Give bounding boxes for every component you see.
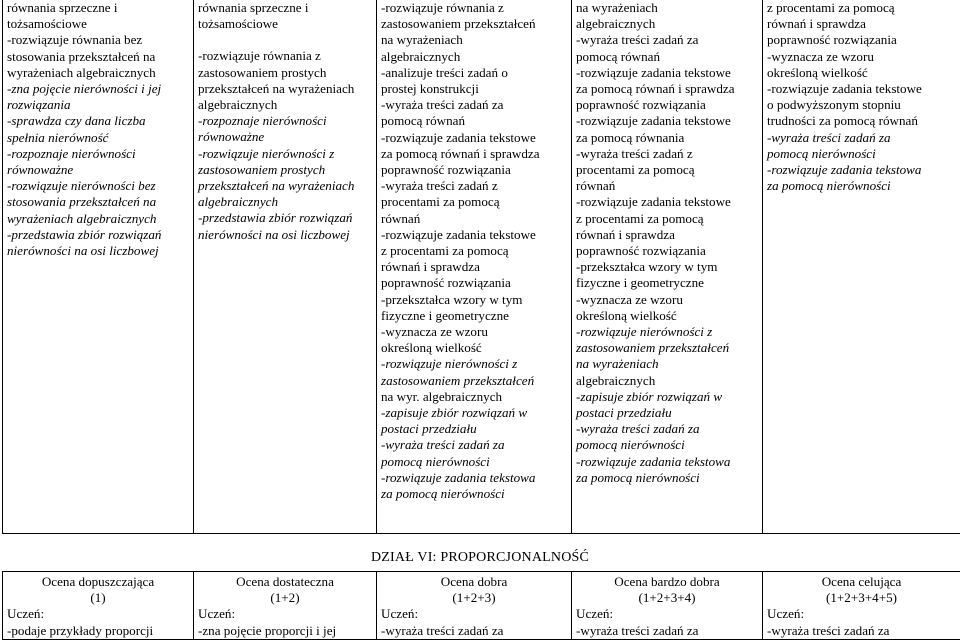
requirement-line: rozwiązania	[7, 97, 71, 113]
first-requirement: -wyraża treści zadań za	[381, 622, 504, 638]
requirement-line: -rozwiązuje nierówności z	[576, 324, 713, 340]
requirement-line: określoną wielkość	[576, 307, 677, 323]
requirement-line: -rozwiązuje zadania tekstowa	[767, 162, 922, 178]
requirement-line: równoważne	[198, 129, 265, 145]
requirement-line: poprawność rozwiązania	[381, 162, 511, 178]
grade-number: (1+2)	[270, 590, 300, 606]
grade-number: (1+2+3)	[452, 590, 496, 606]
requirement-line: na wyr. algebraicznych	[381, 388, 503, 404]
requirement-line: -sprawdza czy dana liczba	[7, 113, 146, 129]
first-requirement: -podaje przykłady proporcji	[7, 622, 154, 638]
requirement-line: równań i sprawdza	[767, 16, 866, 32]
requirement-line: -rozwiązuje nierówności bez	[7, 178, 156, 194]
requirement-line: poprawność rozwiązania	[767, 32, 897, 48]
requirement-line: procentami za pomocą	[381, 194, 500, 210]
student-label: Uczeń:	[576, 606, 614, 622]
requirement-line: -rozwiązuje zadania tekstowe	[576, 64, 731, 80]
requirement-line: pomocą równań	[576, 48, 660, 64]
requirement-line: przekształceń na wyrażeniach	[198, 80, 355, 96]
requirement-line: na wyrażeniach	[576, 356, 659, 372]
grade-5-requirements	[763, 0, 960, 534]
requirement-line: zastosowaniem przekształceń	[381, 372, 535, 388]
requirement-line: zastosowaniem prostych	[198, 161, 326, 177]
requirement-line: -rozwiązuje zadania tekstowe	[576, 194, 731, 210]
requirement-line: algebraicznych	[381, 48, 461, 64]
requirement-line: -zna pojęcie nierówności i jej	[7, 81, 162, 97]
requirement-line: równań i sprawdza	[381, 259, 480, 275]
requirement-line: algebraicznych	[198, 194, 278, 210]
requirement-line: -przedstawia zbiór rozwiązań	[198, 210, 353, 226]
grade-1-requirements	[3, 0, 194, 534]
requirement-line: -wyznacza ze wzoru	[576, 291, 683, 307]
student-label: Uczeń:	[767, 606, 805, 622]
requirement-line: -przedstawia zbiór rozwiązań	[7, 226, 162, 242]
requirement-line: pomocą nierówności	[767, 145, 876, 161]
student-label: Uczeń:	[7, 606, 45, 622]
requirement-line: poprawność rozwiązania	[576, 243, 706, 259]
requirement-line: -wyraża treści zadań za	[576, 32, 699, 48]
requirement-line: -rozwiązuje zadania tekstowe	[381, 129, 536, 145]
grade-header-5	[763, 572, 960, 640]
requirement-line: -wyznacza ze wzoru	[381, 324, 488, 340]
requirement-line: -wyznacza ze wzoru	[767, 48, 874, 64]
requirement-line: -rozwiązuje zadania tekstowe	[576, 113, 731, 129]
requirement-line: -rozwiązuje równania z	[198, 48, 321, 64]
requirement-line: -rozpoznaje nierówności	[198, 113, 327, 129]
grade-number: (1+2+3+4)	[638, 590, 696, 606]
requirement-line: stosowania przekształceń na	[7, 48, 156, 64]
requirement-line: zastosowaniem przekształceń	[381, 16, 536, 32]
requirement-line: fizyczne i geometryczne	[576, 275, 704, 291]
first-requirement: -zna pojęcie proporcji i jej	[198, 622, 337, 638]
requirement-line: z procentami za pomocą	[381, 243, 509, 259]
requirement-line: nierówności na osi liczbowej	[198, 226, 350, 242]
requirement-line: równań	[381, 210, 421, 226]
grade-name: Ocena celująca	[821, 574, 902, 589]
requirement-line: -przekształca wzory w tym	[576, 259, 718, 275]
grade-name: Ocena bardzo dobra	[614, 574, 720, 589]
requirement-line: procentami za pomocą	[576, 162, 695, 178]
grade-2-requirements	[194, 0, 377, 534]
requirement-line: -wyraża treści zadań z	[381, 178, 498, 194]
requirement-line: -rozpoznaje nierówności	[7, 145, 136, 161]
blank-line	[198, 32, 372, 48]
requirement-line: z procentami za pomocą	[767, 0, 895, 15]
requirement-line: za pomocą nierówności	[381, 486, 505, 502]
requirement-line: tożsamościowe	[198, 16, 278, 32]
requirement-line: na wyrażeniach	[381, 32, 463, 48]
requirement-line: postaci przedziału	[381, 421, 477, 437]
requirement-line: -wyraża treści zadań za	[381, 97, 504, 113]
requirement-line: poprawność rozwiązania	[576, 97, 706, 113]
requirement-line: równania sprzeczne i	[198, 0, 309, 15]
table-row	[3, 572, 960, 640]
requirement-line: tożsamościowe	[7, 16, 87, 32]
requirement-line: prostej konstrukcji	[381, 81, 479, 97]
requirement-line: pomocą nierówności	[381, 453, 490, 469]
requirement-line: pomocą nierówności	[576, 437, 685, 453]
requirement-line: określoną wielkość	[381, 340, 482, 356]
requirement-line: zastosowaniem prostych	[198, 64, 327, 80]
grade-header-1	[3, 572, 194, 640]
requirement-line: wyrażeniach algebraicznych	[7, 210, 157, 226]
requirement-line: za pomocą równań i sprawdza	[576, 81, 735, 97]
requirement-line: algebraicznych	[576, 16, 656, 32]
student-label: Uczeń:	[198, 606, 236, 622]
requirement-line: za pomocą nierówności	[576, 469, 700, 485]
requirement-line: pomocą równań	[381, 113, 465, 129]
requirement-line: -zapisuje zbiór rozwiązań w	[381, 405, 528, 421]
requirement-line: określoną wielkość	[767, 64, 868, 80]
grade-header-2	[194, 572, 377, 640]
requirement-line: równań i sprawdza	[576, 226, 675, 242]
requirement-line: z procentami za pomocą	[576, 210, 704, 226]
requirement-line: -rozwiązuje zadania tekstowe	[381, 226, 536, 242]
requirement-line: stosowania przekształceń na	[7, 194, 157, 210]
requirement-line: -wyraża treści zadań za	[767, 129, 891, 145]
requirement-line: za pomocą równania	[576, 129, 685, 145]
grade-name: Ocena dopuszczająca	[41, 574, 155, 589]
requirement-line: o podwyższonym stopniu	[767, 97, 901, 113]
grade-number: (1)	[90, 590, 106, 606]
requirement-line: -wyraża treści zadań za	[381, 437, 505, 453]
requirement-line: spełnia nierówność	[7, 129, 109, 145]
requirement-line: -zapisuje zbiór rozwiązań w	[576, 388, 723, 404]
requirement-line: za pomocą równań i sprawdza	[381, 145, 540, 161]
requirement-line: przekształceń na wyrażeniach	[198, 178, 355, 194]
requirement-line: -rozwiązuje równania bez	[7, 32, 143, 48]
requirement-line: -analizuje treści zadań o	[381, 64, 508, 80]
requirement-line: równoważne	[7, 162, 74, 178]
student-label: Uczeń:	[381, 606, 419, 622]
requirement-line: -przekształca wzory w tym	[381, 291, 523, 307]
requirement-line: postaci przedziału	[576, 405, 672, 421]
requirement-line: -rozwiązuje nierówności z	[381, 356, 518, 372]
grade-3-requirements	[377, 0, 572, 534]
requirement-line: algebraicznych	[576, 372, 656, 388]
requirement-line: zastosowaniem przekształceń	[576, 340, 730, 356]
requirement-line: nierówności na osi liczbowej	[7, 243, 159, 259]
first-requirement: -wyraża treści zadań za	[576, 622, 699, 638]
requirement-line: -wyraża treści zadań z	[576, 145, 693, 161]
section-title: DZIAŁ VI: PROPORCJONALNOŚĆ	[370, 550, 590, 565]
requirements-table-header	[2, 571, 960, 640]
requirement-line: -rozwiązuje zadania tekstowa	[576, 453, 731, 469]
first-requirement: -wyraża treści zadań za	[767, 622, 890, 638]
requirement-line: wyrażeniach algebraicznych	[7, 64, 156, 80]
requirement-line: poprawność rozwiązania	[381, 275, 511, 291]
requirement-line: za pomocą nierówności	[767, 178, 891, 194]
requirement-line: fizyczne i geometryczne	[381, 307, 509, 323]
grade-header-4	[572, 572, 763, 640]
table-row	[3, 0, 960, 534]
requirement-line: -wyraża treści zadań za	[576, 421, 700, 437]
requirement-line: -rozwiązuje zadania tekstowa	[381, 469, 536, 485]
grade-4-requirements	[572, 0, 763, 534]
requirements-table-top	[2, 0, 960, 534]
requirement-line: równania sprzeczne i	[7, 0, 118, 15]
grade-number: (1+2+3+4+5)	[826, 590, 897, 606]
requirement-line: -rozwiązuje równania z	[381, 0, 504, 15]
grade-name: Ocena dostateczna	[236, 574, 334, 589]
requirement-line: -rozwiązuje nierówności z	[198, 145, 335, 161]
requirement-line: algebraicznych	[198, 97, 278, 113]
grade-header-3	[377, 572, 572, 640]
requirement-line: trudności za pomocą równań	[767, 113, 918, 129]
requirement-line: równań	[576, 178, 616, 194]
grade-name: Ocena dobra	[440, 574, 508, 589]
requirement-line: na wyrażeniach	[576, 0, 658, 15]
requirement-line: -rozwiązuje zadania tekstowe	[767, 81, 922, 97]
